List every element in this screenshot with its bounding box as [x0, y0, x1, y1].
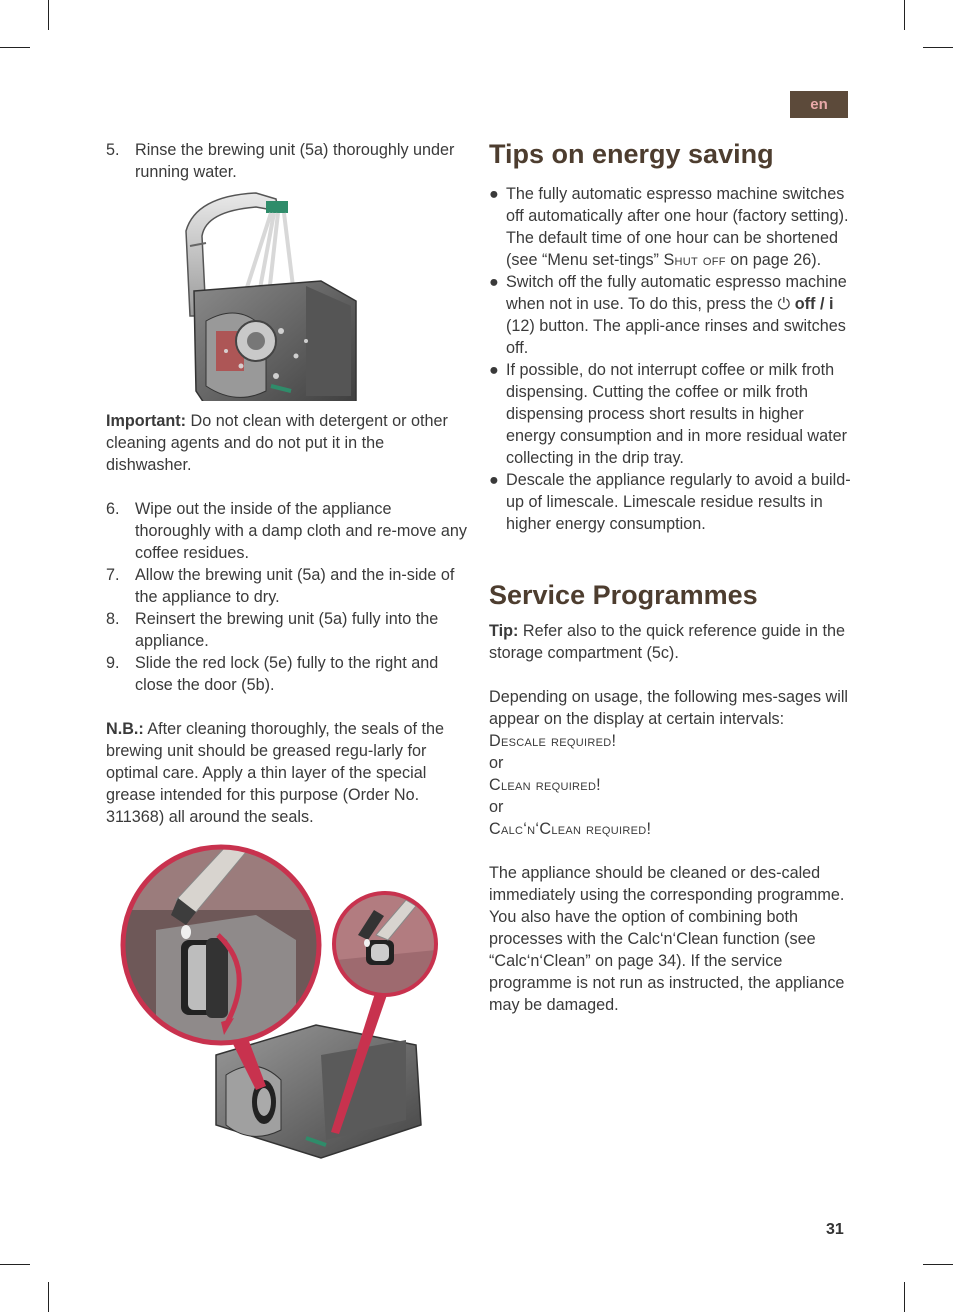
- step-item: [106, 139, 468, 183]
- bullet-dot: ●: [489, 273, 499, 291]
- crop-mark: [48, 0, 49, 30]
- step-text: Reinsert the brewing unit (5a) fully into the appliance.: [135, 610, 439, 650]
- depending-paragraph: Depending on usage, the following mes-sages will appear on the display at certain intervals:: [489, 688, 849, 728]
- bullet-dot: ●: [489, 361, 499, 379]
- step-number: 9.: [106, 654, 120, 672]
- page-number: 31: [826, 1221, 844, 1238]
- or-text: or: [489, 754, 504, 772]
- bullet-text: Descale the appliance regularly to avoid a build-up of limescale. Limescale residue results in higher energy consumption.: [506, 471, 851, 533]
- bullet-dot: ●: [489, 185, 499, 203]
- display-message-calcnclean: Calc‘n‘Clean required!: [489, 820, 652, 838]
- bullet-dot: ●: [489, 471, 499, 489]
- grease-seal-illustration: [106, 840, 468, 1170]
- off-button-label: off / i: [790, 295, 834, 313]
- step-number: 7.: [106, 566, 120, 584]
- step-number: 5.: [106, 141, 120, 159]
- final-paragraph: The appliance should be cleaned or des-caled immediately using the corresponding programme. You also have the option of combining both processes with the Calc‘n‘Clean function (see “Calc‘n‘Clean” on page 34). If the service programme is not run as instructed, the appliance may be damaged.: [489, 864, 845, 1014]
- crop-mark: [0, 47, 30, 48]
- section-heading-service: Service Programmes: [489, 580, 758, 610]
- rinse-illustration: [106, 191, 468, 401]
- bullet-text: If possible, do not interrupt coffee or milk froth dispensing. Cutting the coffee or milk froth dispensing process short results in higher energy consumption and in more residual water collecting in the drip tray.: [506, 361, 848, 467]
- bullet-text: The fully automatic espresso machine switches off automatically after one hour (factory setting). The default time of one hour can be shortened (see “Menu set-tings” Shut off on page 26).: [506, 185, 849, 269]
- left-column: [106, 139, 468, 1170]
- important-note: [106, 410, 468, 476]
- step-item: [106, 498, 468, 564]
- step-number: 8.: [106, 610, 120, 628]
- crop-mark: [904, 0, 905, 30]
- step-item: [106, 652, 468, 696]
- tip-text: Refer also to the quick reference guide in the storage compartment (5c).: [489, 622, 846, 662]
- step-text: Slide the red lock (5e) fully to the right and close the door (5b).: [135, 654, 439, 694]
- step-item: [106, 564, 468, 608]
- or-text: or: [489, 798, 504, 816]
- crop-mark: [0, 1264, 30, 1265]
- tip-note: [489, 620, 851, 664]
- step-text: Allow the brewing unit (5a) and the in-side of the appliance to dry.: [135, 566, 455, 606]
- step-text: Rinse the brewing unit (5a) thoroughly under running water.: [135, 141, 455, 181]
- right-column: [489, 139, 851, 1016]
- bullet-item: [489, 469, 851, 535]
- crop-mark: [923, 47, 953, 48]
- step-list: [106, 498, 468, 696]
- bullet-item: [489, 271, 851, 359]
- nb-label: N.B.:: [106, 720, 144, 738]
- tip-label: Tip:: [489, 622, 519, 640]
- bullet-item: [489, 183, 851, 271]
- power-icon: ⏻: [777, 295, 791, 313]
- section-heading-energy: Tips on energy saving: [489, 139, 774, 169]
- step-number: 6.: [106, 500, 120, 518]
- crop-mark: [48, 1282, 49, 1312]
- crop-mark: [904, 1282, 905, 1312]
- bullet-item: [489, 359, 851, 469]
- step-text: Wipe out the inside of the appliance thoroughly with a damp cloth and re-move any coffee residues.: [135, 500, 468, 562]
- important-text: Do not clean with detergent or other cleaning agents and do not put it in the dishwasher.: [106, 412, 448, 474]
- step-item: [106, 608, 468, 652]
- nb-text: After cleaning thoroughly, the seals of the brewing unit should be greased regu-larly for optimal care. Apply a thin layer of the special grease intended for this purpose (Order No. 311368) all around the seals.: [106, 720, 445, 826]
- crop-mark: [923, 1264, 953, 1265]
- important-label: Important:: [106, 412, 187, 430]
- menu-setting-name: Shut off: [663, 251, 726, 269]
- display-message-descale: Descale required!: [489, 732, 617, 750]
- display-message-clean: Clean required!: [489, 776, 601, 794]
- bullet-text: Switch off the fully automatic espresso machine when not in use. To do this, press the ⏻ off / i (12) button. The appli-ance rinses and switches off.: [506, 273, 847, 357]
- nb-note: [106, 718, 468, 828]
- energy-tips-list: [489, 183, 851, 535]
- language-tab: en: [790, 91, 848, 118]
